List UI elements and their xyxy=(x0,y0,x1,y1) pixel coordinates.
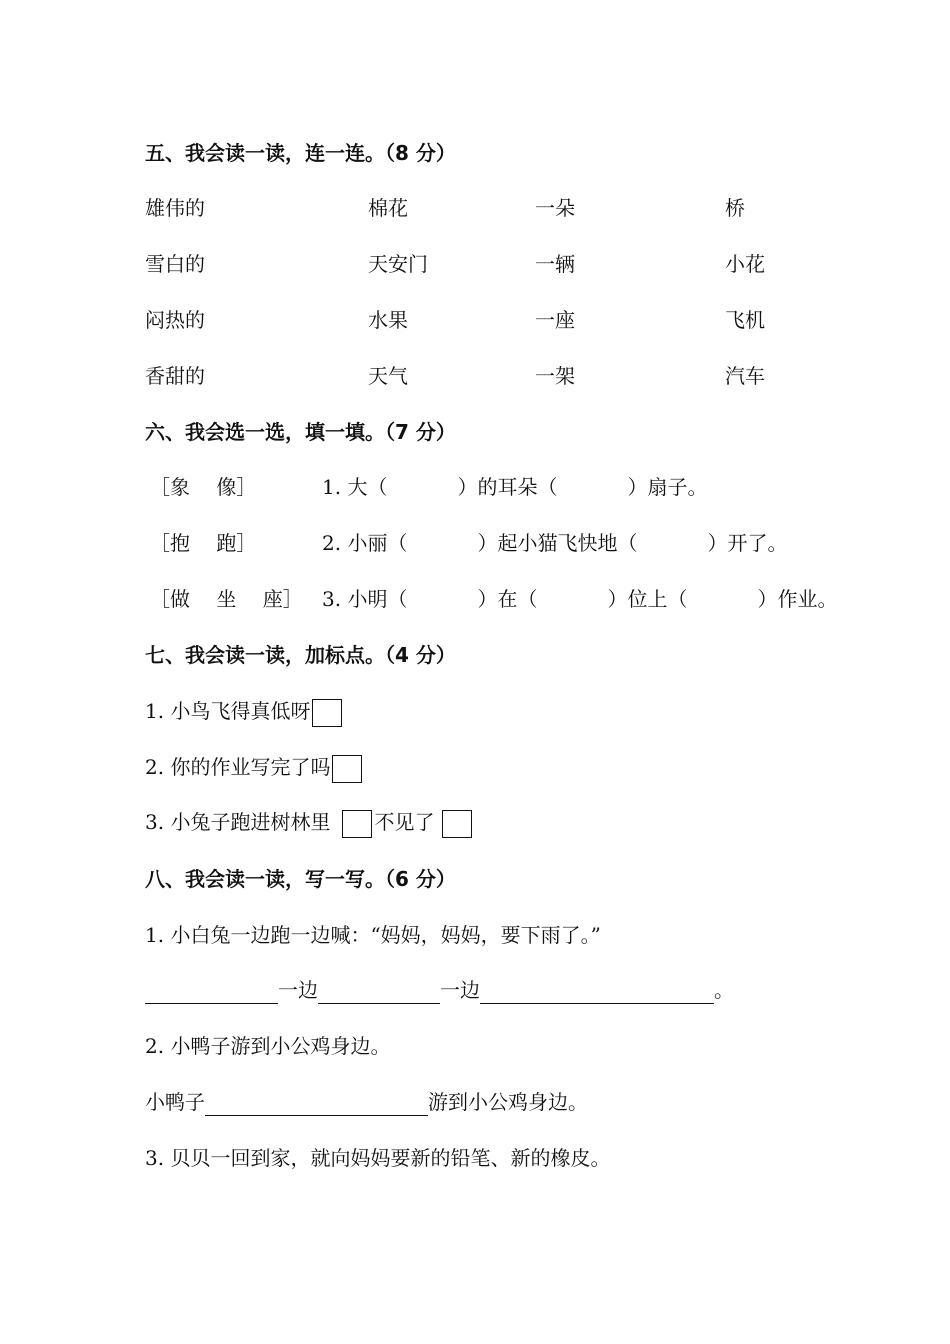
question-text: 3. 小明（ xyxy=(322,587,408,611)
write-answer-1 xyxy=(145,976,734,1004)
match-adjective: 香甜的 xyxy=(145,364,205,388)
question-text: 1. 小鸟飞得真低呀 xyxy=(145,699,311,723)
section-7-heading: 七、我会读一读，加标点。（4 分） xyxy=(145,643,456,667)
question-text: ）起小猫飞快地（ xyxy=(477,531,638,555)
write-question-2: 2. 小鸭子游到小公鸡身边。 xyxy=(145,1034,391,1058)
answer-line[interactable] xyxy=(480,981,714,1004)
answer-line[interactable] xyxy=(205,1093,428,1116)
match-adjective: 雪白的 xyxy=(145,252,205,276)
punctuation-question-1 xyxy=(145,697,344,727)
question-text: ）的耳朵（ xyxy=(457,475,558,499)
answer-line[interactable] xyxy=(145,981,278,1004)
question-text: ）开了。 xyxy=(707,531,788,555)
question-text: 2. 你的作业写完了吗 xyxy=(145,755,331,779)
template-word: 。 xyxy=(714,978,734,1002)
match-noun: 天气 xyxy=(368,364,408,388)
template-word: 一边 xyxy=(278,978,318,1002)
write-question-3: 3. 贝贝一回到家，就向妈妈要新的铅笔、新的橡皮。 xyxy=(145,1146,611,1170)
match-noun: 水果 xyxy=(368,308,408,332)
answer-line[interactable] xyxy=(318,981,440,1004)
punctuation-question-3 xyxy=(145,808,474,838)
fill-question-2 xyxy=(322,529,787,557)
punctuation-box[interactable] xyxy=(332,755,362,783)
match-object: 飞机 xyxy=(725,308,765,332)
match-object: 汽车 xyxy=(725,364,765,388)
match-adjective: 雄伟的 xyxy=(145,196,205,220)
question-text: ）位上（ xyxy=(607,587,688,611)
match-noun: 天安门 xyxy=(368,252,428,276)
punctuation-box[interactable] xyxy=(342,810,372,838)
match-adjective: 闷热的 xyxy=(145,308,205,332)
question-text: ）作业。 xyxy=(757,587,838,611)
match-object: 小花 xyxy=(725,252,765,276)
question-text: 不见了 xyxy=(374,810,435,834)
word-choice: ［象 像］ xyxy=(150,475,257,499)
question-text: 3. 小兔子跑进树林里 xyxy=(145,810,331,834)
match-measure: 一朵 xyxy=(535,196,575,220)
punctuation-box[interactable] xyxy=(442,810,472,838)
match-measure: 一座 xyxy=(535,308,575,332)
punctuation-box[interactable] xyxy=(312,699,342,727)
match-noun: 棉花 xyxy=(368,196,408,220)
match-object: 桥 xyxy=(725,196,745,220)
template-word: 一边 xyxy=(440,978,480,1002)
section-8-heading: 八、我会读一读，写一写。（6 分） xyxy=(145,867,456,891)
write-question-1: 1. 小白兔一边跑一边喊：“妈妈，妈妈，要下雨了。” xyxy=(145,923,601,947)
match-measure: 一辆 xyxy=(535,252,575,276)
template-word: 游到小公鸡身边。 xyxy=(428,1090,588,1114)
question-text: ）扇子。 xyxy=(627,475,708,499)
word-choice: ［抱 跑］ xyxy=(150,531,257,555)
fill-question-1 xyxy=(322,473,707,501)
section-5-heading: 五、我会读一读，连一连。（8 分） xyxy=(145,141,456,165)
match-measure: 一架 xyxy=(535,364,575,388)
write-answer-2 xyxy=(145,1088,588,1116)
section-6-heading: 六、我会选一选，填一填。（7 分） xyxy=(145,420,456,444)
question-text: 1. 大（ xyxy=(322,475,388,499)
question-text: 2. 小丽（ xyxy=(322,531,408,555)
question-text: ）在（ xyxy=(477,587,538,611)
template-word: 小鸭子 xyxy=(145,1090,205,1114)
fill-question-3 xyxy=(322,585,837,613)
punctuation-question-2 xyxy=(145,753,364,783)
word-choice: ［做 坐 座］ xyxy=(150,587,303,611)
